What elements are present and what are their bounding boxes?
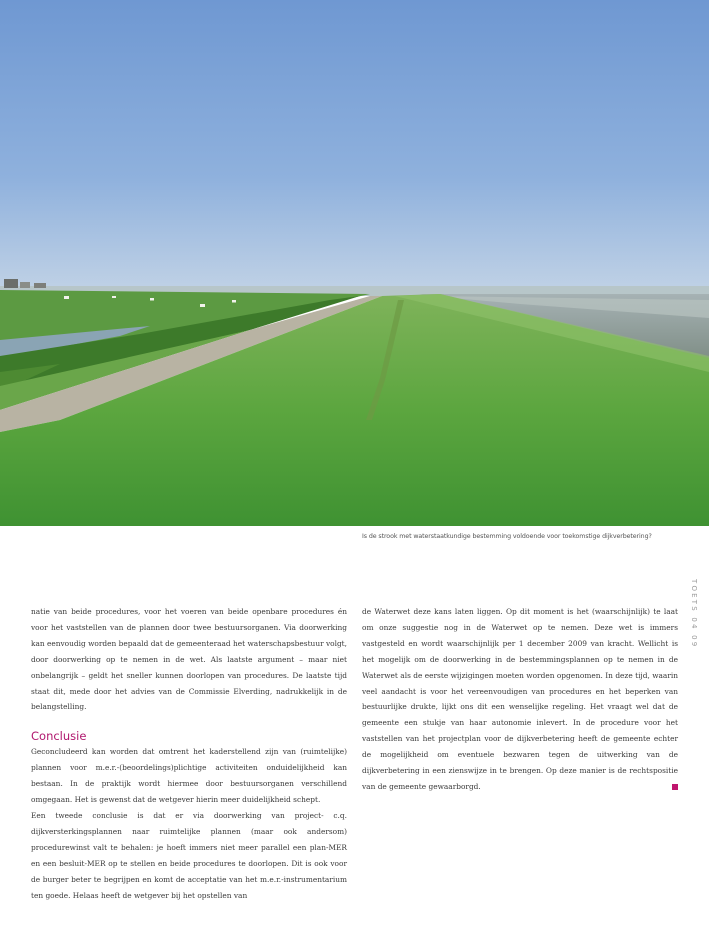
paragraph: Een tweede conclusie is dat er via doorwerking van project- c.q. dijkversterkingsplannen naar ruimtelijke plannen (maar ook andersom) procedurewinst valt te behalen: je hoeft immers niet meer parallel een plan-MER en een besluit-MER op te stellen en beide procedures te doorlopen. Dit is ook voor de burger beter te begrijpen en komt de acceptatie van het m.e.r.-instrumentarium ten goede. Helaas heeft de wetgever bij het opstellen van — [31, 810, 347, 900]
paragraph: natie van beide procedures, voor het voeren van beide openbare procedures én voor het vaststellen van de plannen door twee bestuursorganen. Via doorwerking kan eenvoudig worden bepaald dat de gemeenteraad het waterschapsbestuur volgt, door doorwerking op te nemen in de wet. Als laatste argument – maar niet onbelangrijk – geldt het sneller kunnen doorlopen van procedures. De laatste tijd staat dit, mede door het advies van de Commissie Elverding, nadrukkelijk in de belangstelling. — [31, 607, 347, 712]
paragraph: Geconcludeerd kan worden dat omtrent het kaderstellend zijn van (ruimtelijke) plannen voor m.e.r.-(beoordelings)plichtige activiteiten onduidelijkheid kan bestaan. In de praktijk wordt hiermee door bestuursorganen verschillend omgegaan. Het is gewenst dat de wetgever hierin meer duidelijkheid schept. — [31, 747, 347, 805]
paragraph-text: de Waterwet deze kans laten liggen. Op dit moment is het (waarschijnlijk) te laat om onze suggestie nog in de Waterwet op te nemen. Deze wet is immers vastgesteld en wordt waarschijnlijk per 1 december 2009 van kracht. Wellicht is het mogelijk om de doorwerking in de bestemmingsplannen op te nemen in de Waterwet als de eerste wijzigingen moeten worden opgenomen. In deze tijd, waarin veel aandacht is voor het vereenvoudigen van procedures en het beperken van bestuurlijke drukte, lijkt ons dit een wenselijke regeling. Het vraagt wel dat de gemeente een stukje van haar autonomie inlevert. In de procedure voor het vaststellen van het projectplan voor de dijkverbetering heeft de gemeente echter de mogelijkheid om eventuele bezwaren tegen de uitwerking van de dijkverbetering in een zienswijze in te brengen. Op deze manier is de rechtspositie van de gemeente gewaarborgd. — [362, 607, 678, 791]
left-text-column — [31, 604, 347, 903]
right-text-column — [362, 604, 678, 795]
sky — [0, 0, 709, 296]
section-heading: Conclusie — [31, 729, 87, 744]
paragraph — [362, 604, 678, 795]
photo-caption: Is de strook met waterstaatkundige bestemming voldoende voor toekomstige dijkverbetering? — [362, 533, 652, 540]
journal-side-label: TOETS 04 09 — [690, 579, 698, 649]
end-of-article-square-icon — [672, 784, 678, 790]
